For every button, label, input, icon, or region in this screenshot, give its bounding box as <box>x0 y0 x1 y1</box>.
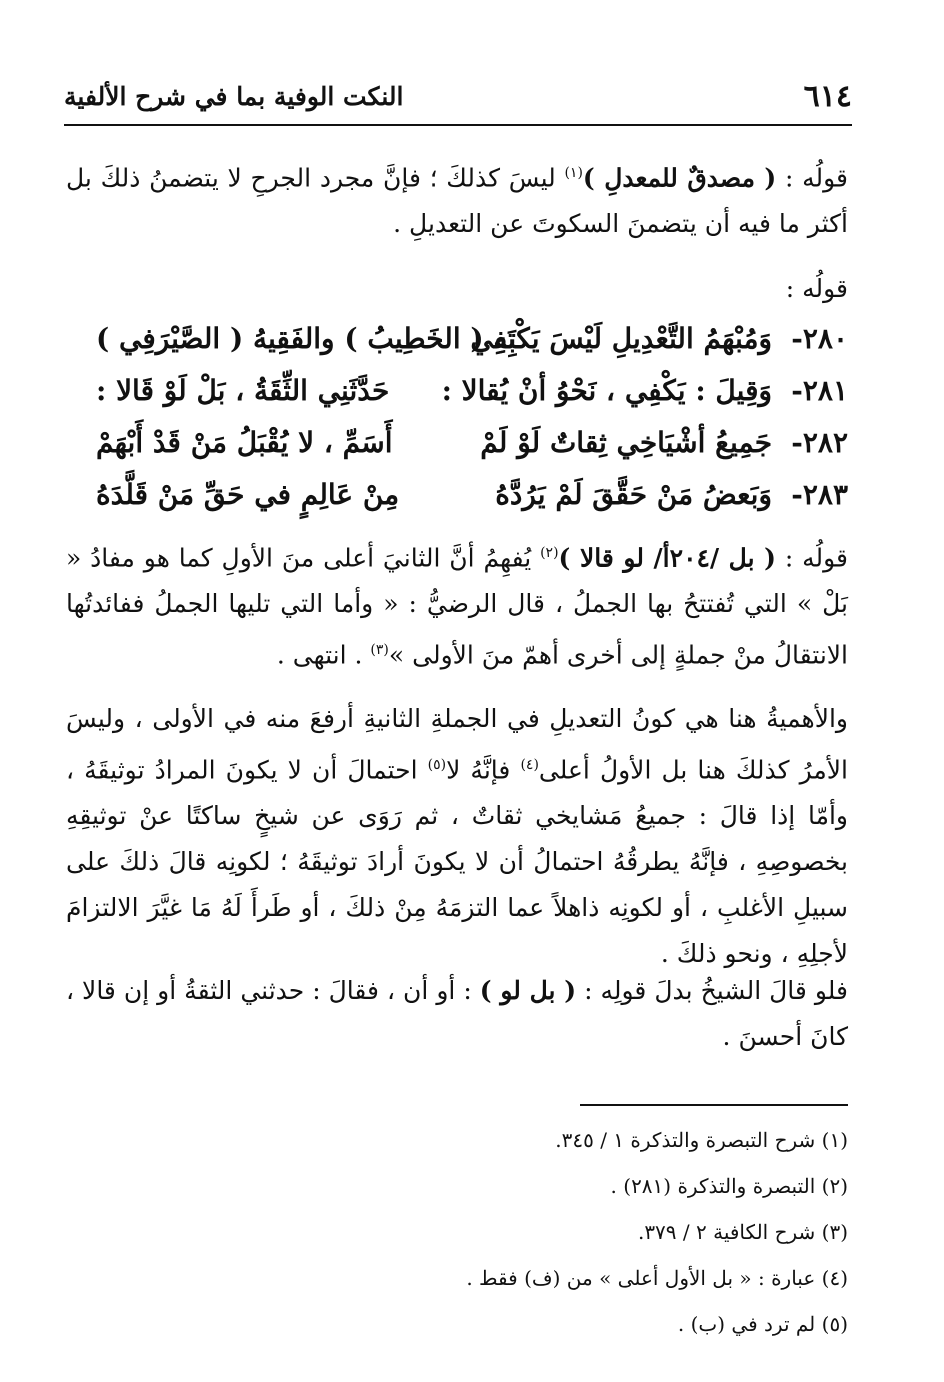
verse-first-hemistich: جَمِيعُ أشْيَاخِي ثِقاتٌ لَوْ لَمْ <box>480 426 772 459</box>
verse-280 <box>96 322 848 372</box>
paragraph-2 <box>66 530 848 679</box>
footnote-1: (١) شرح التبصرة والتذكرة ١ / ٣٤٥. <box>555 1128 848 1152</box>
paragraph-text: والأهميةُ هنا هي كونُ التعديلِ في الجملةِ الثانيةِ أرفعَ منه في الأولى ، وليسَ الأمرُ كذلكَ هنا بل الأولُ أعلى <box>66 704 848 785</box>
verse-first-hemistich: وَبَعضُ مَنْ حَقَّقَ لَمْ يَرُدَّهُ <box>495 478 772 511</box>
verse-283 <box>96 478 848 528</box>
footnote-ref: (٥) <box>427 757 447 773</box>
paragraph-text: : أو أن ، فقالَ : حدثني الثقةُ أو إن قالا ، كانَ أحسنَ . <box>66 976 848 1051</box>
footnote-2: (٢) التبصرة والتذكرة (٢٨١) . <box>610 1174 848 1198</box>
paragraph-4 <box>66 968 848 1060</box>
footnote-ref: (٢) <box>540 545 559 561</box>
verse-second-hemistich: أَسَمِّ ، لا يُقْبَلُ مَنْ قَدْ أَبْهَمْ <box>96 426 393 459</box>
footnote-5: (٥) لم ترد في (ب) . <box>677 1312 848 1336</box>
paragraph-text: احتمالَ أن لا يكونَ المرادُ توثيقَهُ ، وأمّا إذا قالَ : جميعُ مَشايخي ثقاتٌ ، ثم رَوَى عن شيخٍ ساكتًا عنْ توثيقِهِ بخصوصِهِ ، فإنَّهُ يطرقُهُ احتمالُ أن لا يكونَ أرادَ توثيقَهُ ؛ لكونِه قالَ ذلكَ على سبيلِ الأغلبِ ، أو لكونِه ذاهلاً عما التزمَهُ مِنْ ذلكَ ، أو طَرأَ لَهُ مَا غيَّرَ الالتزامَ لأجلِهِ ، ونحو ذلكَ . <box>66 755 849 969</box>
quoted-phrase: ( مصدقٌ للمعدلِ ) <box>582 163 777 193</box>
footnote-ref: (٤) <box>520 757 539 773</box>
verse-second-hemistich: حَدَّثَنِي الثِّقَةُ ، بَلْ لَوْ قَالا : <box>96 374 390 407</box>
paragraph-3 <box>66 696 848 977</box>
footnote-3: (٣) شرح الكافية ٢ / ٣٧٩. <box>637 1220 848 1244</box>
verse-number: ٢٨٣- <box>791 478 848 511</box>
verse-first-hemistich: وَقِيلَ : يَكْفِي ، نَحْوُ أنْ يُقالا : <box>441 374 772 407</box>
qawluh-line: قولُه : <box>785 274 848 303</box>
footnote-4: (٤) عبارة : « بل الأول أعلى » من (ف) فقط . <box>466 1266 848 1290</box>
verse-number: ٢٨١- <box>791 374 848 407</box>
page-number: ٦١٤ <box>803 78 852 114</box>
paragraph-1 <box>66 150 848 247</box>
verse-second-hemistich: مِنْ عَالِمٍ في حَقِّ مَنْ قَلَّدَهُ <box>96 478 400 511</box>
paragraph-text: . انتهى . <box>276 640 371 670</box>
verse-second-hemistich: بِهِ ( الخَطِيبُ ) والفَقِيهُ ( الصَّيْرَفِي ) <box>96 322 517 355</box>
verse-number: ٢٨٢- <box>791 426 848 459</box>
paragraph-text: يُفهِمُ أنَّ الثانيَ أعلى منَ الأولِ كما هو مفادُ « بَلْ » التي تُفتتحُ بها الجملُ ، قال الرضيُّ : « وأما التي تليها الجملُ ففائدتُها الانتقالُ منْ جملةٍ إلى أخرى أهمّ منَ الأولى » <box>66 543 848 670</box>
paragraph-text: فإنَّهُ لا <box>446 755 521 785</box>
running-header <box>64 72 852 120</box>
verse-number: ٢٨٠- <box>791 322 848 355</box>
quoted-phrase: ( بل لو ) <box>479 976 577 1005</box>
footnote-rule <box>580 1104 848 1106</box>
verse-282 <box>96 426 848 476</box>
lead-word: قولُه : <box>776 163 848 193</box>
lead-word: قولُه : <box>776 543 849 573</box>
footnote-ref: (٣) <box>370 642 389 659</box>
verse-first-hemistich: وَمُبْهَمُ التَّعْدِيلِ لَيْسَ يَكْتَفِي <box>470 322 772 355</box>
footnote-ref: (١) <box>564 165 583 181</box>
verse-281 <box>96 374 848 424</box>
quoted-phrase: ( بل /٢٠٤أ/ لو قالا ) <box>558 543 776 573</box>
paragraph-text: فلو قالَ الشيخُ بدلَ قولِه : <box>576 976 848 1005</box>
book-title: النكت الوفية بما في شرح الألفية <box>64 81 404 111</box>
paragraph-text: ليسَ كذلكَ ؛ فإنَّ مجرد الجرحِ لا يتضمنُ ذلكَ بل أكثر ما فيه أن يتضمنَ السكوتَ عن التعديلِ . <box>66 163 848 239</box>
header-rule <box>64 124 852 126</box>
